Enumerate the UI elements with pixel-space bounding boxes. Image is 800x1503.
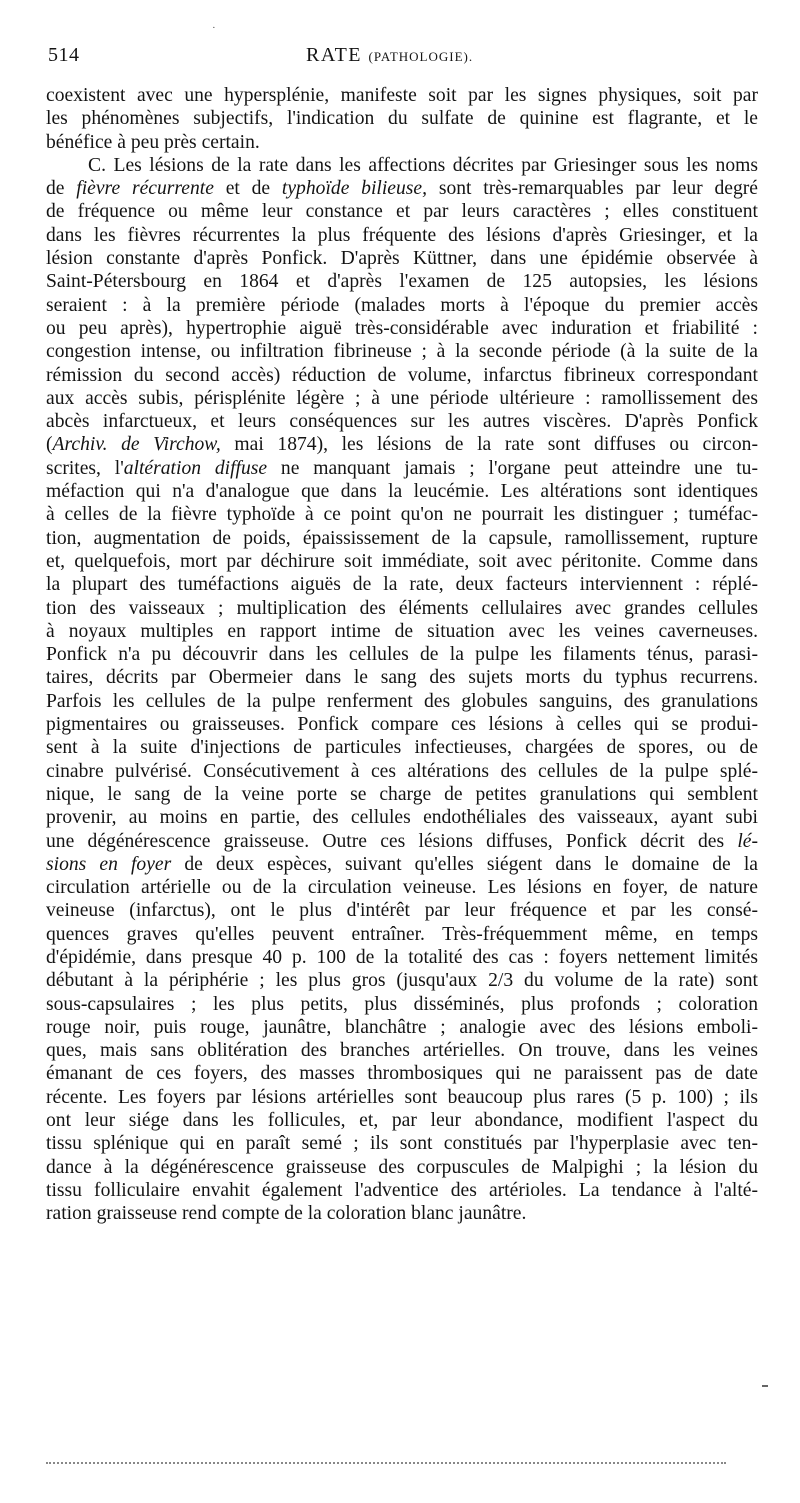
text-segment: quences graves qu'elles peuvent entraîner. Très-fréquemment même, en temps — [46, 923, 758, 945]
text-segment: émanant de ces foyers, des masses thrombosiques qui ne paraissent pas de date — [46, 1063, 758, 1085]
text-segment: dance à la dégénérescence graisseuse des corpuscules de Malpighi ; la lésion du — [46, 1156, 758, 1178]
text-segment: abcès infarctueux, et leurs conséquences sur les autres viscères. D'après Ponfick — [46, 411, 758, 433]
text-line — [46, 573, 758, 596]
text-segment: sont très-remarquables par leur degré — [427, 178, 758, 200]
body-text — [46, 84, 758, 1226]
text-segment: ou peu après), hypertrophie aiguë très-considérable avec induration et friabilité : — [46, 317, 758, 339]
text-line — [46, 433, 758, 456]
text-segment: d'épidémie, dans presque 40 p. 100 de la totalité des cas : foyers nettement limités — [46, 946, 758, 968]
text-line: les phénomènes subjectifs, l'indication du sulfate de quinine est flagrante, et le — [46, 108, 758, 130]
text-line — [46, 1156, 758, 1179]
text-line — [46, 876, 758, 899]
text-line — [46, 364, 758, 387]
text-segment: provenir, au moins en partie, des cellules endothéliales des vaisseaux, ayant subi — [46, 807, 758, 829]
text-segment: sous-capsulaires ; les plus petits, plus disséminés, plus profonds ; coloration — [46, 993, 758, 1015]
text-segment: à noyaux multiples en rapport intime de situation avec les veines caverneuses. — [46, 620, 758, 642]
text-segment: Ponfick n'a pu découvrir dans les cellules de la pulpe les filaments ténus, parasi- — [46, 644, 758, 666]
text-segment: de — [46, 178, 77, 200]
text-line — [46, 690, 758, 713]
italic-term: altération diffuse — [123, 457, 268, 479]
text-line — [46, 503, 758, 526]
text-segment: la plupart des tuméfactions aiguës de la rate, deux facteurs interviennent : réplé- — [46, 574, 758, 596]
ink-speck — [762, 1385, 768, 1387]
text-segment: de deux espèces, suivant qu'elles siégent dans le domaine de la — [171, 853, 758, 875]
text-segment: veineuse (infarctus), ont le plus d'intérêt par leur fréquence et par les consé- — [46, 900, 758, 922]
text-segment: rouge noir, puis rouge, jaunâtre, blanchâtre ; analogie avec des lésions emboli- — [46, 1016, 758, 1038]
text-line — [46, 736, 758, 759]
text-line — [46, 1016, 758, 1039]
text-line — [46, 1202, 758, 1225]
text-line — [46, 457, 758, 480]
text-segment: de fréquence ou même leur constance et par leurs caractères ; elles constituent — [46, 201, 758, 223]
text-segment: et de — [213, 178, 282, 200]
text-line — [46, 830, 758, 853]
text-line — [46, 597, 758, 620]
running-title — [306, 44, 473, 67]
text-segment: C. Les lésions de la rate dans les affections décrites par Griesinger sous les noms — [88, 154, 758, 176]
text-line — [46, 993, 758, 1016]
text-line — [46, 200, 758, 223]
text-segment: taires, décrits par Obermeier dans le sang des sujets morts du typhus recurrens. — [46, 667, 758, 689]
text-line — [46, 620, 758, 643]
text-line — [46, 853, 758, 876]
page-header — [46, 44, 766, 70]
text-segment: aux accès subis, périsplénite légère ; à une période ultérieure : ramollissement des — [46, 387, 758, 409]
text-line — [46, 317, 758, 340]
text-line — [46, 247, 758, 270]
text-line — [46, 899, 758, 922]
text-line — [46, 270, 758, 293]
text-segment: Saint-Pétersbourg en 1864 et d'après l'examen de 125 autopsies, les lésions — [46, 271, 758, 293]
text-line — [46, 1039, 758, 1062]
text-segment: méfaction qui n'a d'analogue que dans la leucémie. Les altérations sont identiques — [46, 481, 758, 503]
text-segment: congestion intense, ou infiltration fibrineuse ; à la seconde période (à la suite de la — [46, 341, 758, 363]
running-title-sub: (PATHOLOGIE). — [368, 49, 474, 64]
ink-speck: · — [212, 22, 216, 34]
text-line — [46, 643, 758, 666]
text-line — [46, 177, 758, 200]
text-segment: ont leur siége dans les follicules, et, par leur abondance, modifient l'aspect du — [46, 1110, 758, 1132]
text-segment: débutant à la périphérie ; les plus gros (jusqu'aux 2/3 du volume de la rate) sont — [46, 970, 758, 992]
italic-term: lé- — [737, 830, 758, 852]
text-segment: ( — [46, 434, 53, 456]
text-segment: pigmentaires ou graisseuses. Ponfick compare ces lésions à celles qui se produi- — [46, 714, 758, 736]
text-segment: sent à la suite d'injections de particules infectieuses, chargées de spores, ou de — [46, 737, 758, 759]
text-segment: récente. Les foyers par lésions artérielles sont beaucoup plus rares (5 p. 100) ; ils — [46, 1086, 758, 1108]
bottom-rule — [46, 1462, 726, 1464]
text-line — [46, 527, 758, 550]
text-line: coexistent avec une hypersplénie, manifeste soit par les signes physiques, soit par — [46, 85, 758, 106]
text-segment: dans les fièvres récurrentes la plus fréquente des lésions d'après Griesinger, et la — [46, 224, 758, 246]
text-segment: nique, le sang de la veine porte se charge de petites granulations qui semblent — [46, 783, 758, 805]
text-line — [46, 410, 758, 433]
running-title-main: RATE — [306, 44, 362, 66]
text-line — [46, 550, 758, 573]
italic-term: sions en foyer — [46, 853, 172, 875]
paragraph-2 — [46, 154, 758, 1226]
text-line — [46, 224, 758, 247]
text-segment: scrites, l' — [46, 457, 124, 479]
text-segment: tissu folliculaire envahit également l'adventice des artérioles. La tendance à l'alté- — [46, 1179, 758, 1201]
text-segment: cinabre pulvérisé. Consécutivement à ces altérations des cellules de la pulpe splé- — [46, 760, 758, 782]
text-segment: Parfois les cellules de la pulpe renferment des globules sanguins, des granulations — [46, 690, 758, 712]
page-number: 514 — [48, 44, 80, 66]
text-segment: et, quelquefois, mort par déchirure soit immédiate, soit avec péritonite. Comme dans — [46, 550, 758, 572]
text-segment: tion, augmentation de poids, épaississement de la capsule, ramollissement, rupture — [46, 527, 758, 549]
text-segment: tion des vaisseaux ; multiplication des éléments cellulaires avec grandes cellules — [46, 597, 758, 619]
text-segment: ne manquant jamais ; l'organe peut atteindre une tu- — [267, 457, 758, 479]
text-line — [46, 783, 758, 806]
text-segment: circulation artérielle ou de la circulation veineuse. Les lésions en foyer, de nature — [46, 877, 758, 899]
text-line — [46, 969, 758, 992]
italic-term: typhoïde bilieuse, — [281, 178, 428, 200]
text-segment: une dégénérescence graisseuse. Outre ces lésions diffuses, Ponfick décrit des — [46, 830, 738, 852]
text-line — [46, 946, 758, 969]
text-segment: ques, mais sans oblitération des branches artérielles. On trouve, dans les veines — [46, 1040, 758, 1062]
text-segment: rémission du second accès) réduction de volume, infarctus fibrineux correspondant — [46, 364, 758, 386]
text-segment: seraient : à la première période (malades morts à l'époque du premier accès — [46, 294, 758, 316]
italic-term: fièvre récurrente — [76, 178, 214, 200]
text-line: bénéfice à peu près certain. — [46, 131, 260, 153]
text-segment: ration graisseuse rend compte de la coloration blanc jaunâtre. — [46, 1203, 527, 1225]
paragraph-1 — [46, 84, 758, 154]
text-line — [46, 387, 758, 410]
text-segment: tissu splénique qui en paraît semé ; ils sont constitués par l'hyperplasie avec ten- — [46, 1133, 758, 1155]
text-line — [46, 1109, 758, 1132]
text-line — [46, 806, 758, 829]
text-line — [46, 666, 758, 689]
italic-term: Archiv. de Virchow, — [52, 434, 221, 456]
text-line — [46, 1062, 758, 1085]
text-line — [46, 760, 758, 783]
text-line — [46, 923, 758, 946]
text-line — [46, 1086, 758, 1109]
text-line — [46, 1179, 758, 1202]
text-line — [46, 1132, 758, 1155]
text-line — [46, 294, 758, 317]
text-segment: à celles de la fièvre typhoïde à ce point qu'on ne pourrait les distinguer ; tuméfac- — [46, 504, 758, 526]
text-segment: lésion constante d'après Ponfick. D'après Küttner, dans une épidémie observée à — [46, 248, 758, 270]
text-line — [46, 713, 758, 736]
text-segment: mai 1874), les lésions de la rate sont diffuses ou circon- — [220, 434, 758, 456]
text-line — [46, 340, 758, 363]
text-line — [46, 154, 758, 177]
text-line — [46, 480, 758, 503]
